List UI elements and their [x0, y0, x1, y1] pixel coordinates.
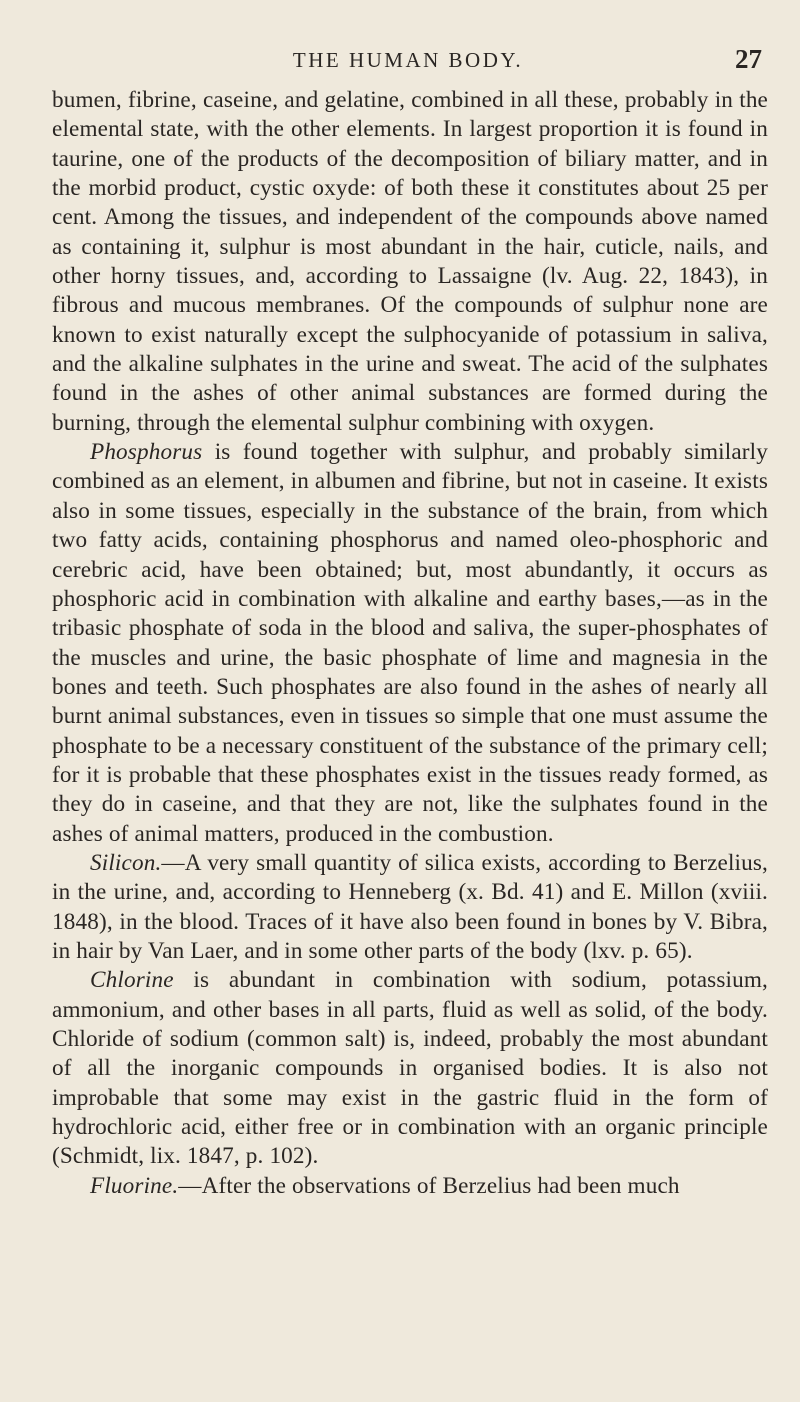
paragraph-chlorine — [52, 966, 768, 1171]
body-text — [52, 86, 768, 1201]
paragraph-silicon — [52, 849, 768, 966]
running-title: THE HUMAN BODY. — [292, 48, 524, 72]
paragraph-text: —A very small quantity of silica exists, according to Berzelius, in the urine, and, according to Henneberg (x. Bd. 41) and E. Millon (xviii. 1848), in the blood. Traces of it have also been found in bones by V. Bibra, in hair by Van Laer, and in some other parts of the body (lxv. p. 65). — [52, 849, 768, 964]
paragraph-text: is abundant in combination with sodium, potassium, ammonium, and other bases in all parts, fluid as well as solid, of the body. Chloride of sodium (common salt) is, indeed, probably the most abundant of all the inorganic compounds in organised bodies. It is also not improbable that some may exist in the gastric fluid in the form of hydrochloric acid, either free or in combination with an organic principle (Schmidt, lix. 1847, p. 102). — [52, 967, 768, 1170]
paragraph-lead: Chlorine — [90, 967, 174, 994]
running-head — [52, 44, 764, 84]
paragraph-lead: Phosphorus — [90, 439, 203, 466]
paragraph-lead: Silicon. — [90, 849, 162, 876]
page-number: 27 — [735, 44, 762, 74]
paragraph-text: bumen, fibrine, caseine, and gelatine, combined in all these, probably in the elemental state, with the other elements. In largest proportion it is found in taurine, one of the products of the decomposition of biliary matter, and in the morbid product, cystic oxyde: of both these it constitutes about 25 per cent. Among the tissues, and independent of the compounds above named as containing it, sulphur is most abundant in the hair, cuticle, nails, and other horny tissues, and, according to Lassaigne (lv. Aug. 22, 1843), in fibrous and mucous membranes. Of the compounds of sulphur none are known to exist naturally except the sulphocyanide of potassium in saliva, and the alkaline sulphates in the urine and sweat. The acid of the sulphates found in the ashes of other animal substances are formed during the burning, through the elemental sulphur combining with oxygen. — [52, 87, 768, 436]
paragraph-text: is found together with sulphur, and probably similarly combined as an element, in albumen and fibrine, but not in caseine. It exists also in some tissues, especially in the substance of the brain, from which two fatty acids, containing phosphorus and named oleo-phosphoric and cerebric acid, have been obtained; but, most abundantly, it occurs as phosphoric acid in combination with alkaline and earthy bases,—as in the tribasic phosphate of soda in the blood and saliva, the super-phosphates of the muscles and urine, the basic phosphate of lime and magnesia in the bones and teeth. Such phosphates are also found in the ashes of nearly all burnt animal substances, even in tissues so simple that one must assume the phosphate to be a necessary constituent of the substance of the primary cell; for it is probable that these phosphates exist in the tissues ready formed, as they do in caseine, and that they are not, like the sulphates found in the ashes of animal matters, produced in the combustion. — [52, 439, 768, 847]
paragraph-lead: Fluorine. — [90, 1172, 179, 1199]
paragraph-phosphorus — [52, 438, 768, 849]
paragraph-fluorine — [52, 1172, 768, 1201]
paragraph-text: —After the observations of Berzelius had been much — [178, 1172, 680, 1199]
paragraph-sulphur-continued — [52, 86, 768, 438]
